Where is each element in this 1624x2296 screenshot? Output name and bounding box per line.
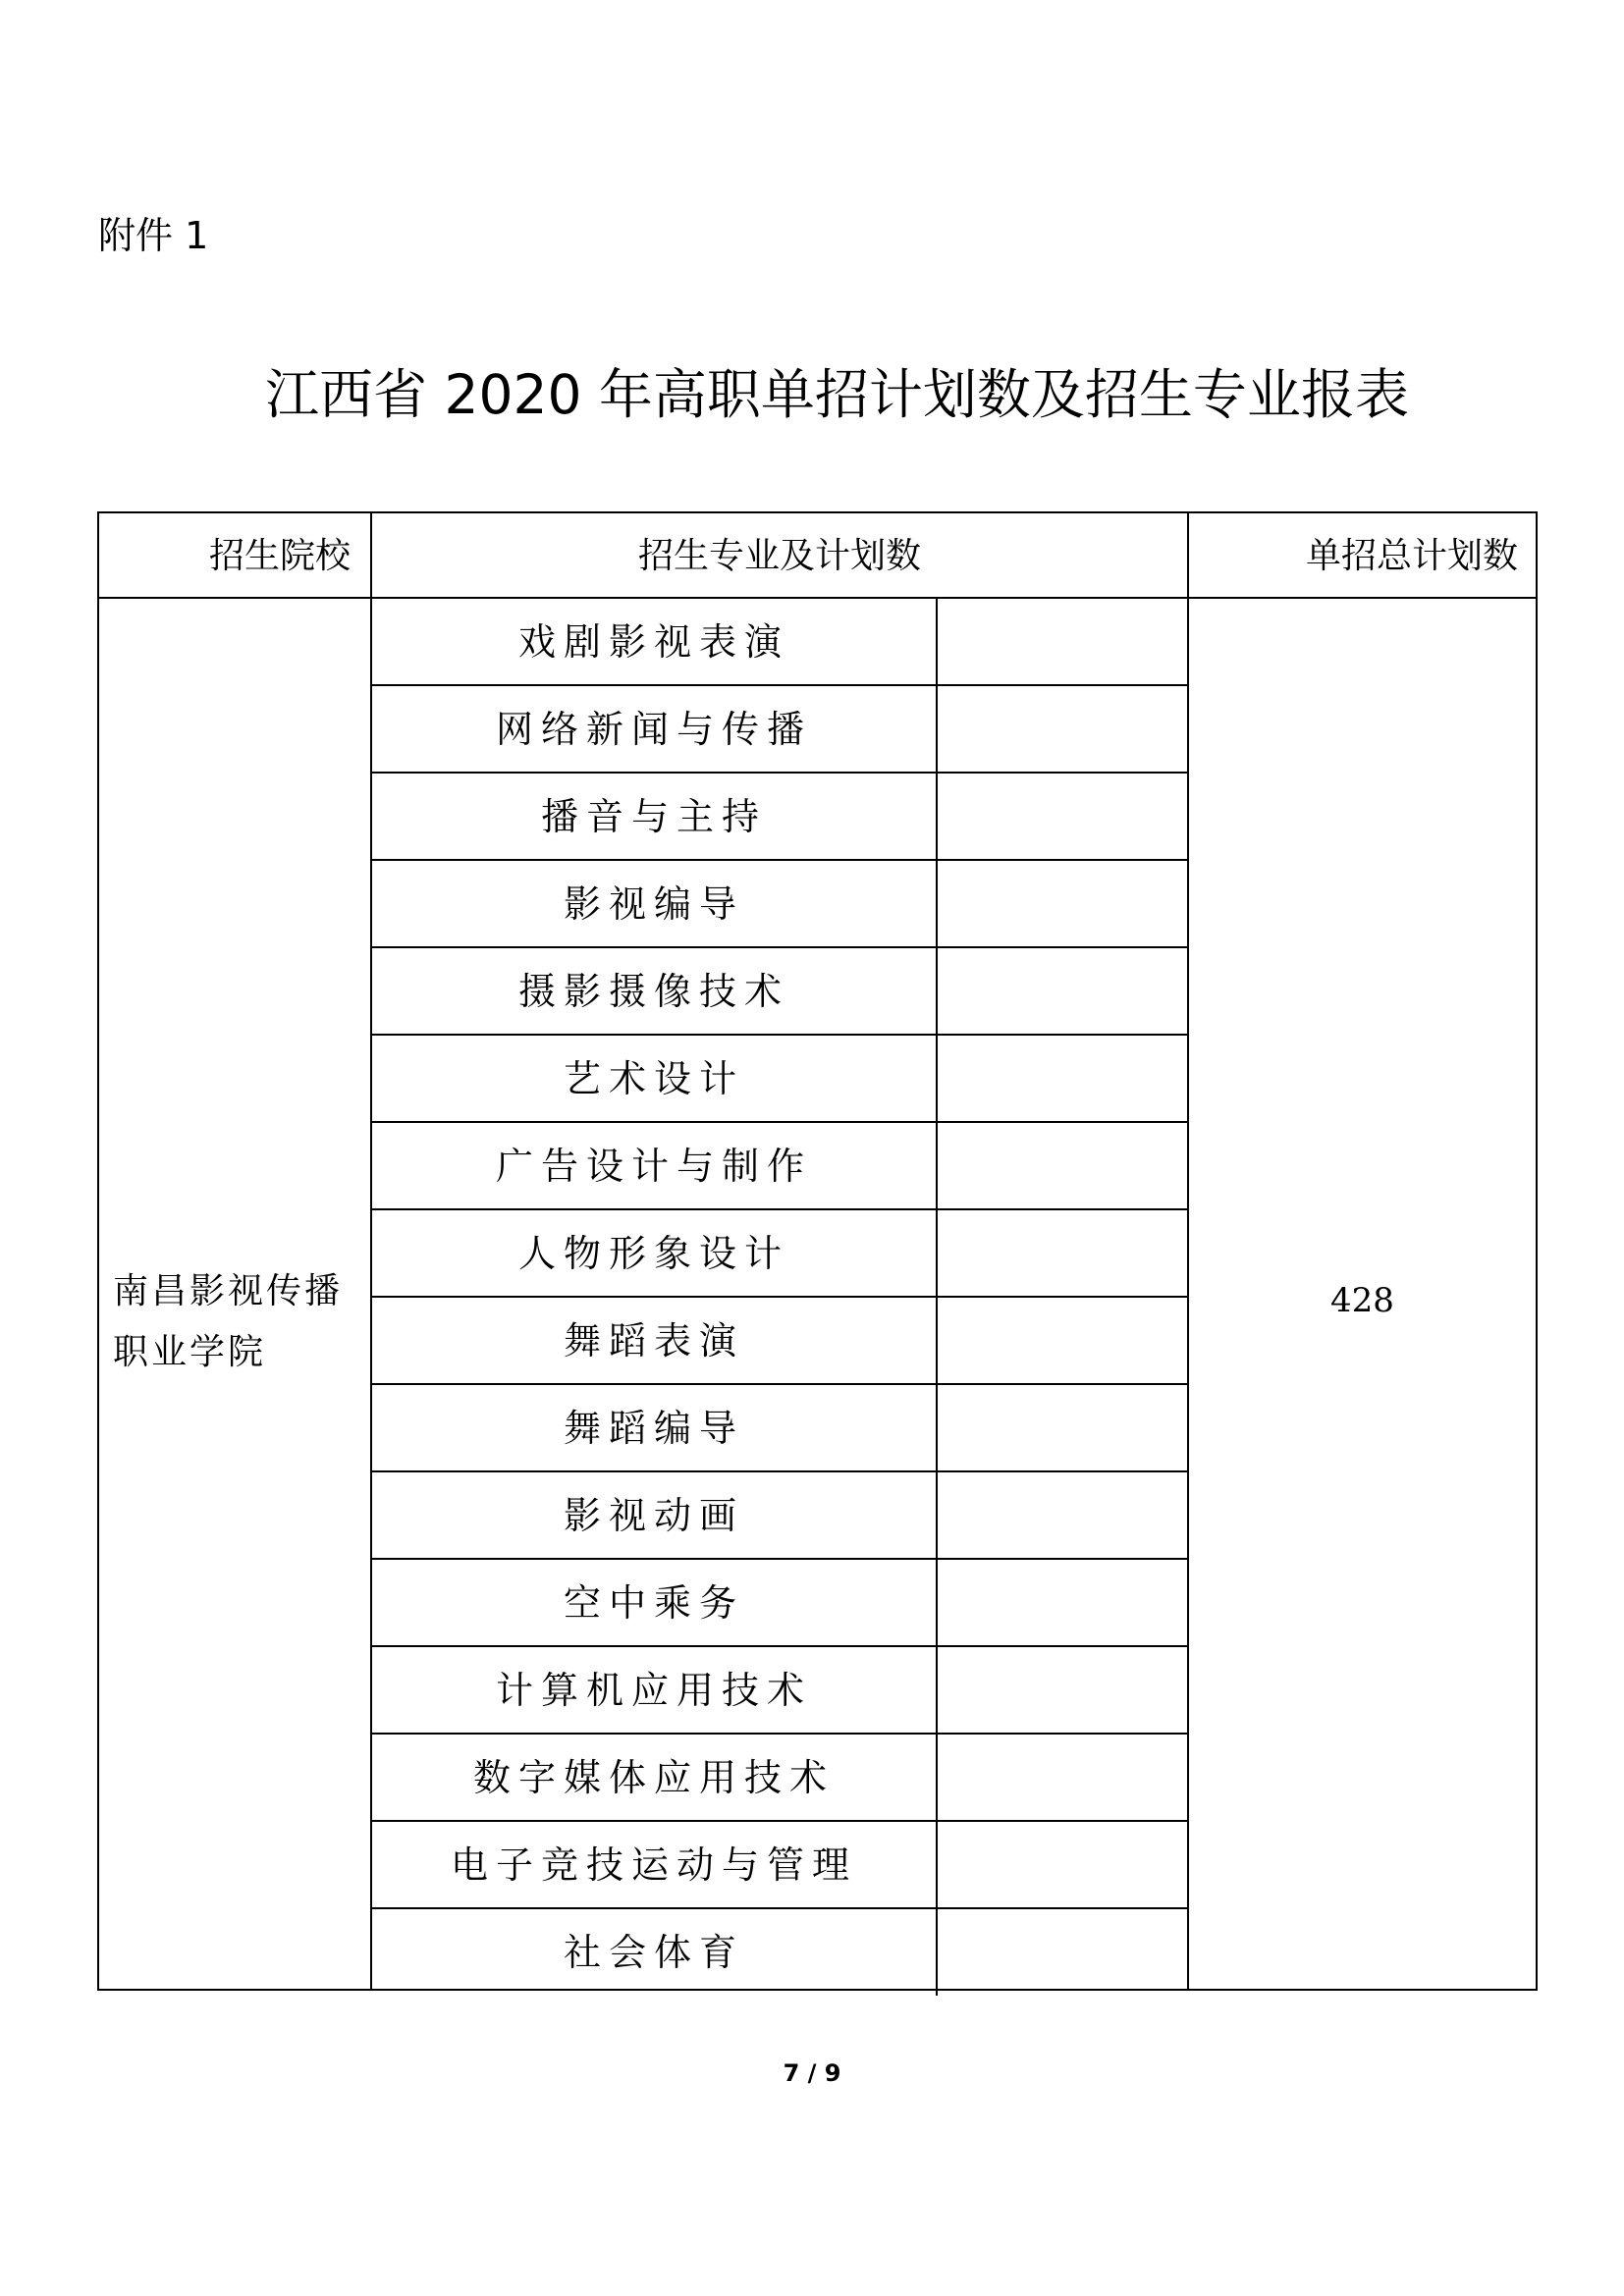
table-row (372, 599, 1187, 686)
major-name: 空中乘务 (372, 1560, 938, 1645)
major-plan-count (938, 1647, 1187, 1733)
major-name: 播音与主持 (372, 774, 938, 859)
major-plan-count (938, 1036, 1187, 1121)
major-plan-count (938, 1298, 1187, 1383)
header-total: 单招总计划数 (1189, 513, 1536, 599)
table-row (372, 1385, 1187, 1472)
major-name: 网络新闻与传播 (372, 686, 938, 772)
major-name: 舞蹈编导 (372, 1385, 938, 1470)
major-plan-count (938, 861, 1187, 946)
school-name: 南昌影视传播职业学院 (113, 1271, 344, 1372)
major-plan-count (938, 1822, 1187, 1907)
page-number: 7 / 9 (783, 2059, 841, 2087)
major-plan-count (938, 1560, 1187, 1645)
major-plan-count (938, 1123, 1187, 1208)
major-name: 戏剧影视表演 (372, 599, 938, 684)
major-plan-count (938, 1210, 1187, 1296)
major-plan-count (938, 1472, 1187, 1558)
table-row (372, 1036, 1187, 1123)
total-plan-cell (1189, 599, 1536, 1989)
major-plan-count (938, 686, 1187, 772)
table-row (372, 1647, 1187, 1735)
major-name: 社会体育 (372, 1909, 938, 1996)
major-name: 舞蹈表演 (372, 1298, 938, 1383)
major-name: 人物形象设计 (372, 1210, 938, 1296)
table-row (372, 1298, 1187, 1385)
major-name: 摄影摄像技术 (372, 948, 938, 1034)
header-school: 招生院校 (99, 513, 372, 599)
major-name: 影视动画 (372, 1472, 938, 1558)
major-name: 电子竞技运动与管理 (372, 1822, 938, 1907)
table-row (372, 1210, 1187, 1298)
table-row (372, 1123, 1187, 1210)
table-row (372, 1472, 1187, 1560)
header-majors: 招生专业及计划数 (372, 513, 1189, 599)
table-row (372, 948, 1187, 1036)
major-plan-count (938, 774, 1187, 859)
major-name: 艺术设计 (372, 1036, 938, 1121)
total-plan-value: 428 (1330, 1281, 1394, 1320)
major-name: 计算机应用技术 (372, 1647, 938, 1733)
major-name: 广告设计与制作 (372, 1123, 938, 1208)
major-plan-count (938, 599, 1187, 684)
table-row (372, 774, 1187, 861)
major-plan-count (938, 1909, 1187, 1996)
major-name: 影视编导 (372, 861, 938, 946)
major-plan-count (938, 1735, 1187, 1820)
major-name: 数字媒体应用技术 (372, 1735, 938, 1820)
school-cell (99, 599, 372, 1989)
document-title: 江西省 2020 年高职单招计划数及招生专业报表 (265, 363, 1409, 426)
major-plan-count (938, 1385, 1187, 1470)
table-row (372, 686, 1187, 774)
table-row (372, 861, 1187, 948)
table-row (372, 1735, 1187, 1822)
majors-column (372, 599, 1189, 1989)
table-row (372, 1822, 1187, 1909)
table-row (372, 1560, 1187, 1647)
enrollment-plan-table (97, 511, 1538, 1991)
attachment-label: 附件 1 (98, 214, 209, 257)
major-plan-count (938, 948, 1187, 1034)
table-row (372, 1909, 1187, 1996)
